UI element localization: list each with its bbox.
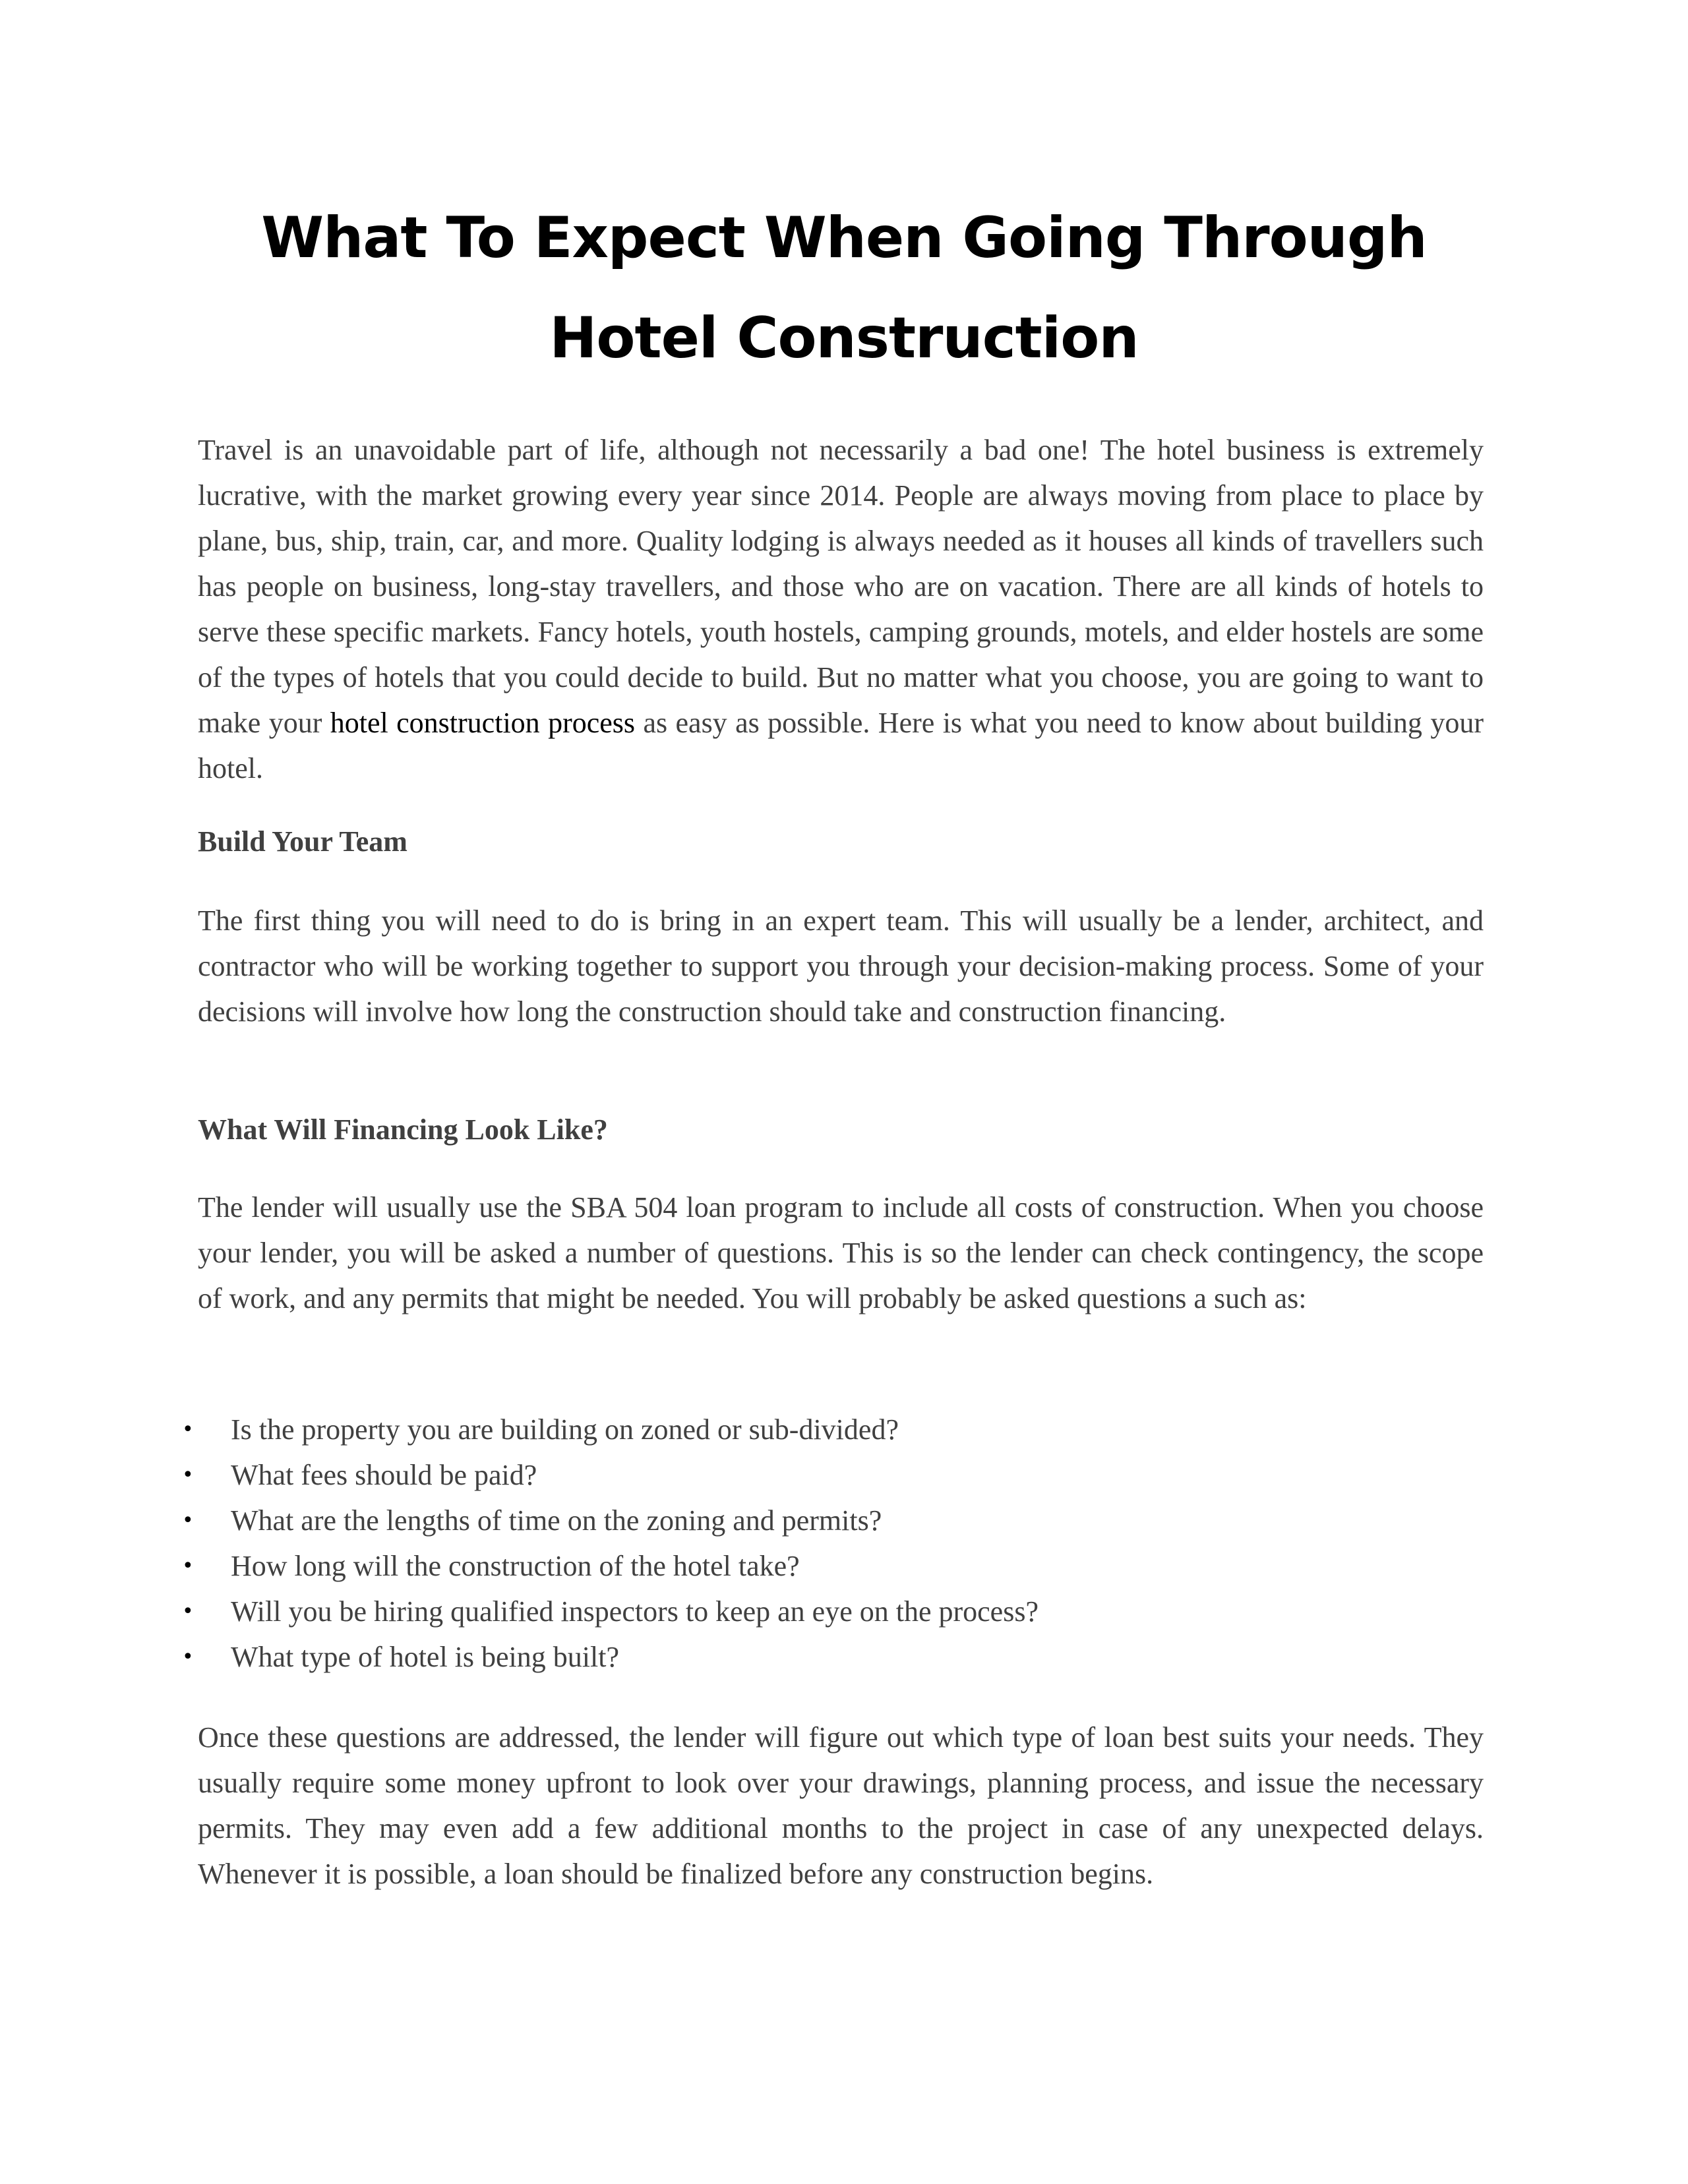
bullet-icon: •	[182, 1645, 194, 1668]
list-item	[182, 1498, 1484, 1543]
section-heading-financing: What Will Financing Look Like?	[198, 1113, 608, 1146]
list-item-text: How long will the construction of the hotel take?	[231, 1550, 800, 1582]
title-line-2: Hotel Construction	[549, 305, 1139, 371]
hotel-construction-link[interactable]: hotel construction process	[330, 707, 636, 739]
build-team-paragraph: The first thing you will need to do is bring in an expert team. This will usually be a lender, architect, and contractor who will be working together to support you through your decision-making process. Some of your decisions will involve how long the construction should take and construction financing.	[198, 904, 1484, 1028]
section-heading-build-team: Build Your Team	[198, 825, 407, 858]
title-line-1: What To Expect When Going Through	[261, 205, 1427, 271]
bullet-icon: •	[182, 1418, 194, 1441]
list-item	[182, 1543, 1484, 1589]
financing-paragraph: The lender will usually use the SBA 504 loan program to include all costs of construction. When you choose your lender, you will be asked a number of questions. This is so the lender can check contingency, the scope of work, and any permits that might be needed. You will probably be asked questions a such as:	[198, 1191, 1484, 1314]
list-item	[182, 1634, 1484, 1680]
bullet-icon: •	[182, 1600, 194, 1623]
closing-paragraph: Once these questions are addressed, the lender will figure out which type of loan best suits your needs. They usually require some money upfront to look over your drawings, planning process, and issue the necessary permits. They may even add a few additional months to the project in case of any unexpected delays. Whenever it is possible, a loan should be finalized before any construction begins.	[198, 1721, 1484, 1890]
list-item-text: Is the property you are building on zoned or sub-divided?	[231, 1413, 899, 1446]
intro-paragraph	[198, 427, 1484, 791]
page-title	[0, 188, 1688, 388]
list-item-text: What fees should be paid?	[231, 1459, 537, 1491]
list-item-text: What type of hotel is being built?	[231, 1641, 619, 1673]
bullet-icon: •	[182, 1463, 194, 1487]
list-item-text: What are the lengths of time on the zoning and permits?	[231, 1504, 882, 1537]
bullet-icon: •	[182, 1509, 194, 1532]
questions-list	[182, 1407, 1484, 1680]
list-item	[182, 1407, 1484, 1452]
intro-text: Travel is an unavoidable part of life, although not necessarily a bad one! The hotel business is extremely lucrative, with the market growing every year since 2014. People are always moving from place to place by plane, bus, ship, train, car, and more. Quality lodging is always needed as it houses all kinds of travellers such has people on business, long-stay travellers, and those who are on vacation. There are all kinds of hotels to serve these specific markets. Fancy hotels, youth hostels, camping grounds, motels, and elder hostels are some of the types of hotels that you could decide to build. But no matter what you choose, you are going to want to make your	[198, 434, 1484, 739]
list-item	[182, 1589, 1484, 1634]
list-item	[182, 1452, 1484, 1498]
intro-text-end: as easy as possible. Here is what you need to know about building your hotel.	[198, 707, 1484, 784]
list-item-text: Will you be hiring qualified inspectors to keep an eye on the process?	[231, 1595, 1039, 1628]
bullet-icon: •	[182, 1554, 194, 1578]
